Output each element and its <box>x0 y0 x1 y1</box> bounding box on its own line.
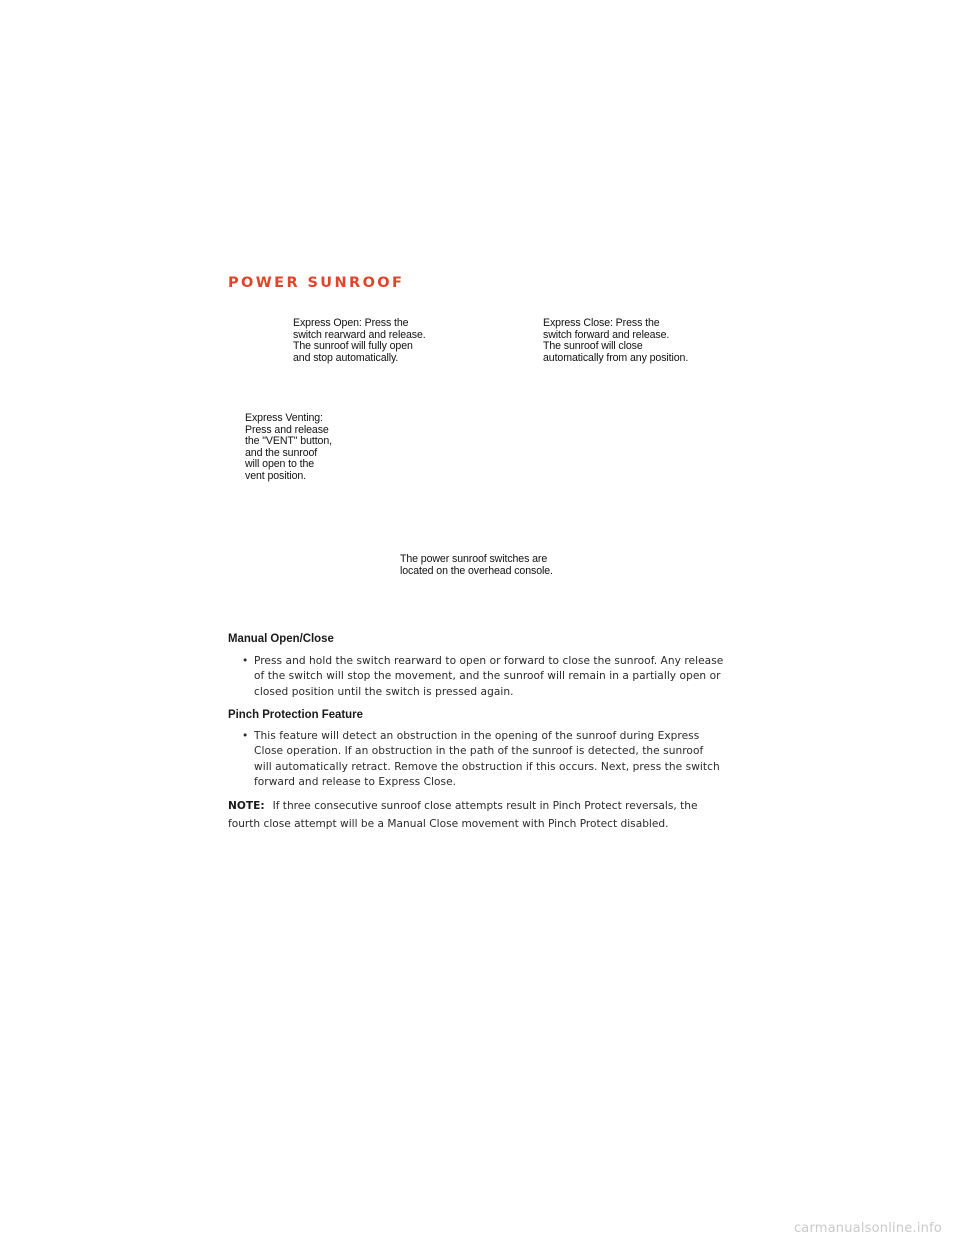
callout-express-venting: Express Venting: Press and release the "VENT" button, and the sunroof will open to the vent position. <box>245 412 332 482</box>
heading-pinch-protection: Pinch Protection Feature <box>228 707 363 721</box>
callout-express-open: Express Open: Press the switch rearward and release. The sunroof will fully open and stop automatically. <box>293 317 426 364</box>
watermark: carmanualsonline.info <box>793 1221 942 1236</box>
bullet-glyph: • <box>242 730 249 742</box>
callout-express-close: Express Close: Press the switch forward and release. The sunroof will close automatically from any position. <box>543 317 689 364</box>
bullet-glyph: • <box>242 655 249 667</box>
section-title: POWER SUNROOF <box>228 275 405 291</box>
bullet-manual-open-close <box>242 654 724 700</box>
note-paragraph <box>228 797 712 833</box>
heading-manual-open-close: Manual Open/Close <box>228 631 334 645</box>
callout-console-location: The power sunroof switches are located on the overhead console. <box>400 553 553 577</box>
bullet-text: This feature will detect an obstruction in the opening of the sunroof during Express Close operation. If an obstruction in the path of the sunroof is detected, the sunroof will automatically retract. Remove the obstruction if this occurs. Next, press the switch forward and release to Express Close. <box>254 730 720 788</box>
bullet-pinch-protection <box>242 729 724 790</box>
note-text: If three consecutive sunroof close attempts result in Pinch Protect reversals, the fourth close attempt will be a Manual Close movement with Pinch Protect disabled. <box>228 800 698 830</box>
note-label: NOTE: <box>228 800 265 812</box>
bullet-text: Press and hold the switch rearward to open or forward to close the sunroof. Any release of the switch will stop the movement, and the sunroof will remain in a partially open or closed position until the switch is pressed again. <box>254 655 724 698</box>
